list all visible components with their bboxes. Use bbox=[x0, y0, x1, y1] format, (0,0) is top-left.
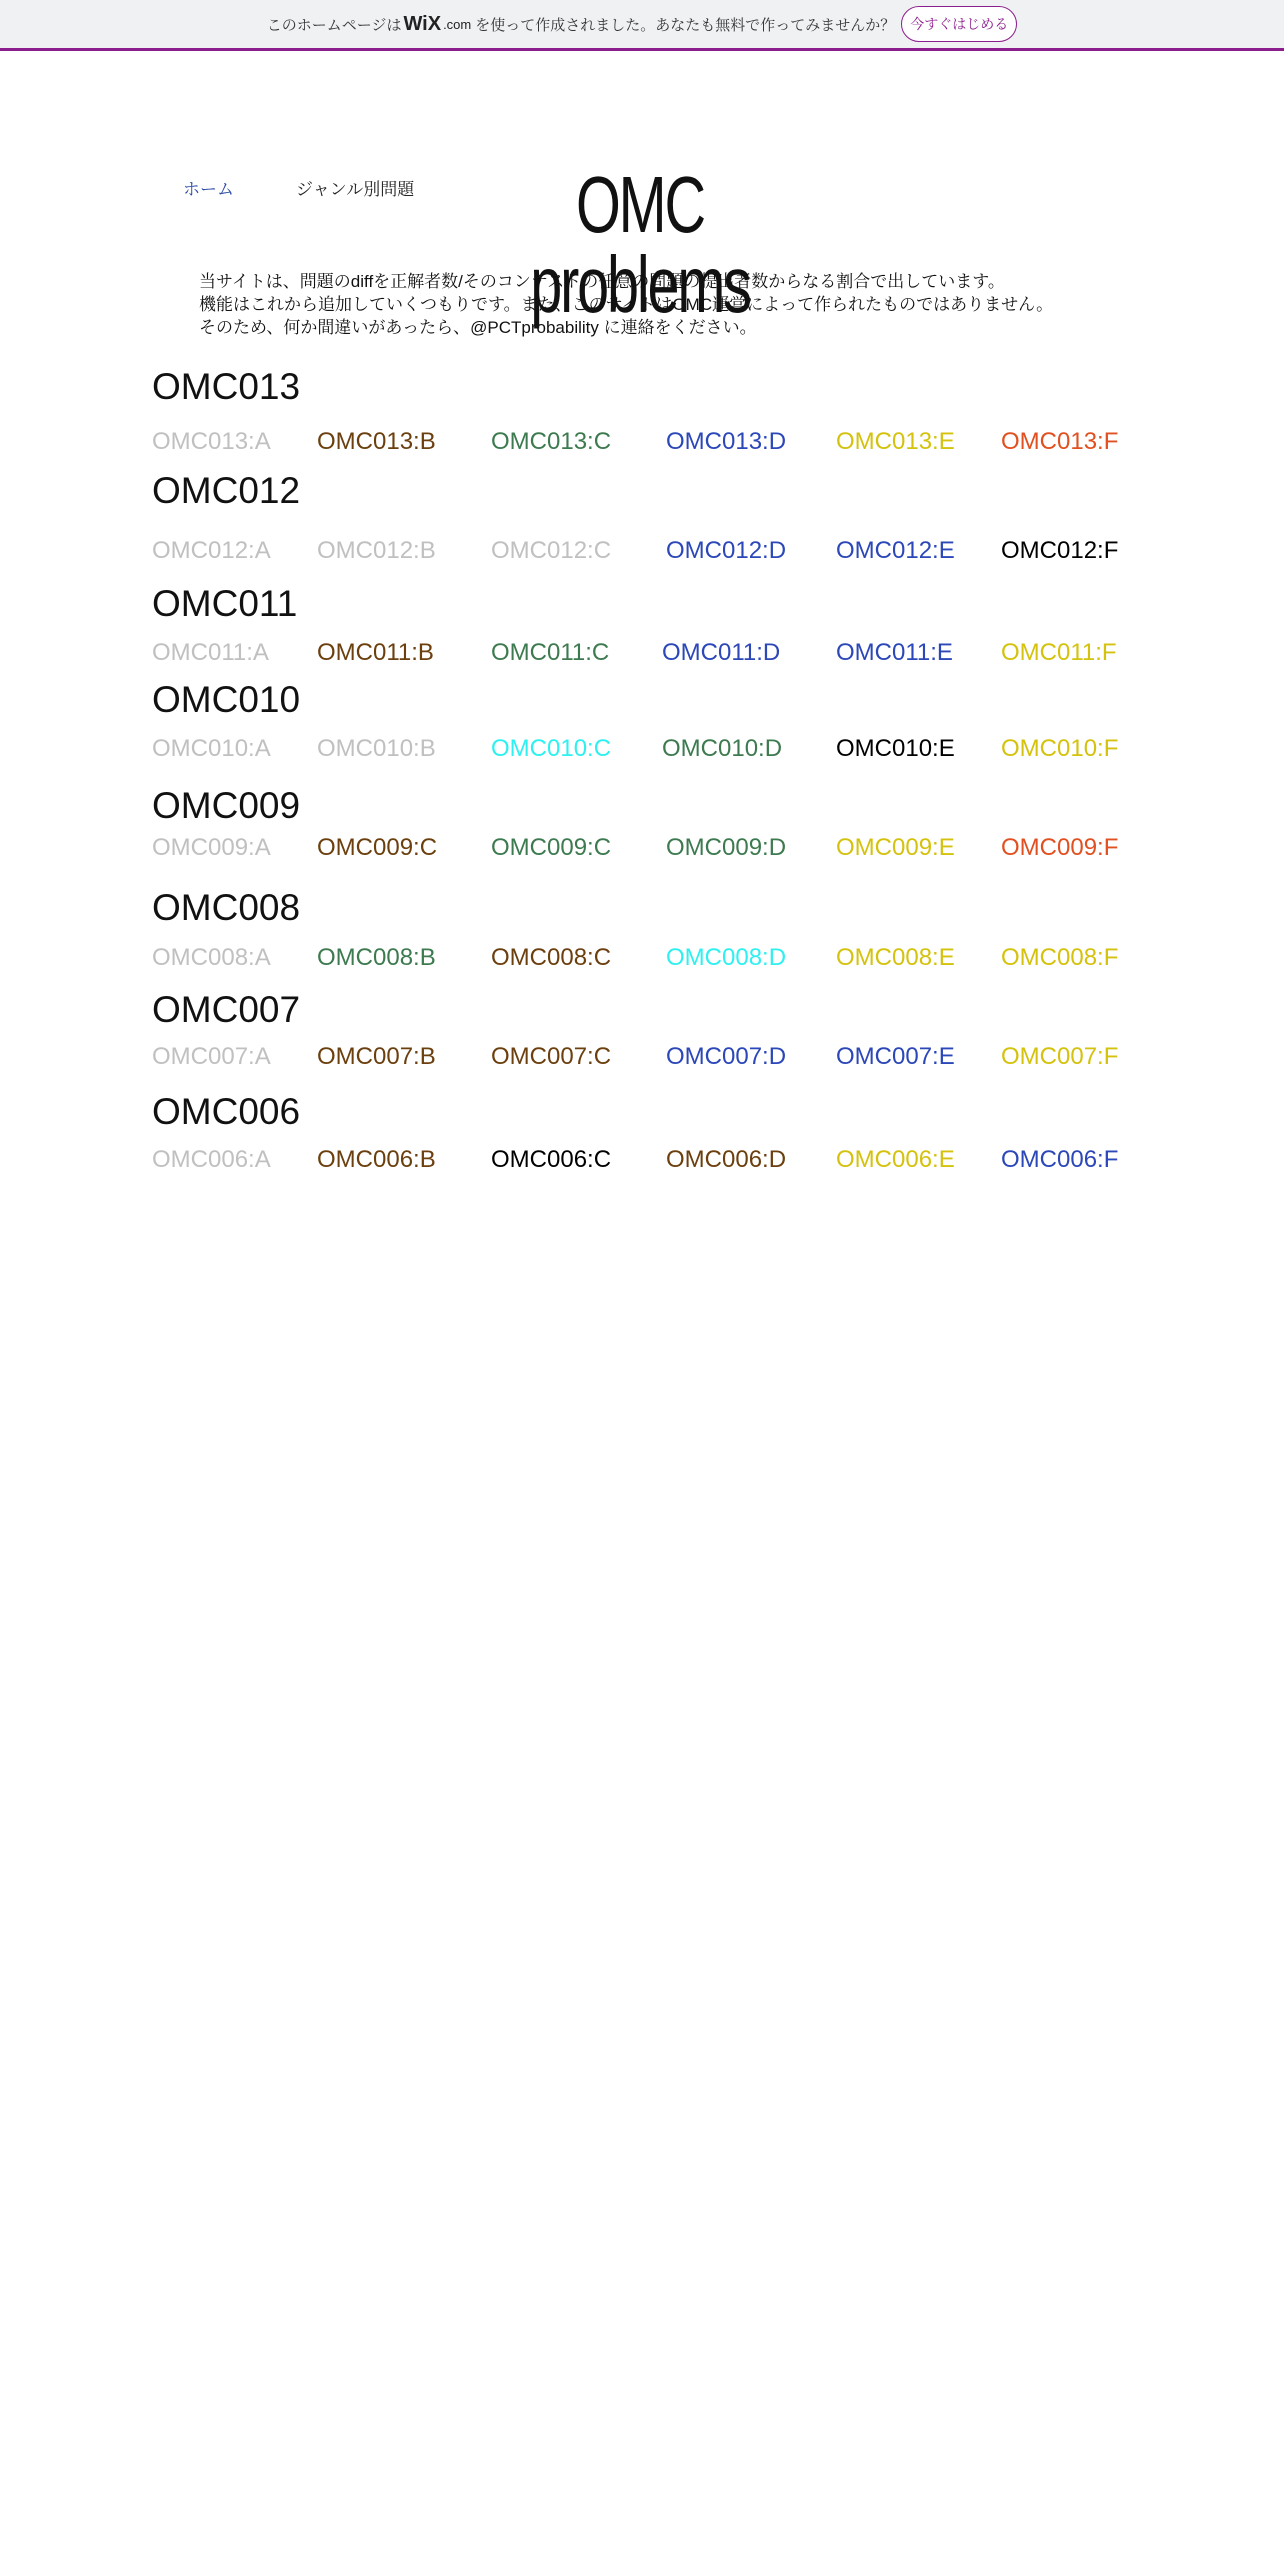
description-line: 当サイトは、問題のdiffを正解者数/そのコンテストの任意の問題の提出者数からなる割合で出しています。 bbox=[199, 272, 1005, 291]
problem-link[interactable]: OMC008:C bbox=[491, 944, 612, 971]
wix-logo[interactable]: WiX bbox=[403, 12, 442, 35]
problem-link[interactable]: OMC007:E bbox=[836, 1043, 955, 1070]
contest-heading: OMC010 bbox=[152, 679, 301, 720]
problem-link[interactable]: OMC006:A bbox=[152, 1146, 271, 1173]
problem-link[interactable]: OMC011:A bbox=[152, 639, 269, 666]
problem-link[interactable]: OMC011:C bbox=[491, 639, 610, 666]
problem-link[interactable]: OMC012:F bbox=[1001, 537, 1119, 564]
problem-link[interactable]: OMC010:C bbox=[491, 735, 612, 762]
contest-heading: OMC008 bbox=[152, 887, 301, 928]
problem-link[interactable]: OMC012:D bbox=[666, 537, 787, 564]
problem-link[interactable]: OMC007:B bbox=[317, 1043, 436, 1070]
problem-row bbox=[152, 944, 1152, 974]
problem-link[interactable]: OMC012:A bbox=[152, 537, 271, 564]
problem-row bbox=[152, 537, 1152, 567]
problem-link[interactable]: OMC007:D bbox=[666, 1043, 787, 1070]
problem-link[interactable]: OMC008:F bbox=[1001, 944, 1119, 971]
problem-link[interactable]: OMC009:C bbox=[317, 834, 438, 861]
problem-link[interactable]: OMC009:A bbox=[152, 834, 271, 861]
nav-genre-link[interactable]: ジャンル別問題 bbox=[296, 180, 415, 199]
problem-row bbox=[152, 428, 1152, 458]
problem-link[interactable]: OMC006:B bbox=[317, 1146, 436, 1173]
site-description bbox=[199, 270, 1053, 339]
problem-link[interactable]: OMC008:A bbox=[152, 944, 271, 971]
problem-link[interactable]: OMC013:A bbox=[152, 428, 271, 455]
problem-link[interactable]: OMC010:B bbox=[317, 735, 436, 762]
problem-row bbox=[152, 834, 1152, 864]
contest-heading: OMC009 bbox=[152, 785, 301, 826]
problem-link[interactable]: OMC006:D bbox=[666, 1146, 787, 1173]
problem-link[interactable]: OMC012:E bbox=[836, 537, 955, 564]
problem-link[interactable]: OMC010:A bbox=[152, 735, 271, 762]
problem-link[interactable]: OMC012:B bbox=[317, 537, 436, 564]
problem-link[interactable]: OMC006:F bbox=[1001, 1146, 1119, 1173]
nav-home-link[interactable]: ホーム bbox=[183, 180, 234, 199]
problem-link[interactable]: OMC010:E bbox=[836, 735, 955, 762]
contest-heading: OMC007 bbox=[152, 989, 301, 1030]
problem-row bbox=[152, 639, 1152, 669]
problem-link[interactable]: OMC011:B bbox=[317, 639, 434, 666]
problem-link[interactable]: OMC011:D bbox=[662, 639, 781, 666]
wix-banner-text-before: このホームページは bbox=[266, 16, 402, 34]
problem-link[interactable]: OMC009:E bbox=[836, 834, 955, 861]
problem-link[interactable]: OMC013:F bbox=[1001, 428, 1119, 455]
description-line: 機能はこれから追加していくつもりです。また、このサイトはOMC運営によって作られたものではありません。 bbox=[199, 295, 1054, 314]
contest-heading: OMC012 bbox=[152, 470, 301, 511]
problem-row bbox=[152, 1146, 1152, 1176]
problem-link[interactable]: OMC006:C bbox=[491, 1146, 612, 1173]
problem-link[interactable]: OMC008:E bbox=[836, 944, 955, 971]
contest-heading: OMC006 bbox=[152, 1091, 301, 1132]
description-line: そのため、何か間違いがあったら、@PCTprobability に連絡をください。 bbox=[199, 318, 757, 337]
wix-logo-suffix[interactable]: .com bbox=[443, 16, 472, 32]
contest-heading: OMC011 bbox=[152, 583, 298, 624]
problem-link[interactable]: OMC009:D bbox=[666, 834, 787, 861]
problem-link[interactable]: OMC013:B bbox=[317, 428, 436, 455]
wix-banner-text-after: を使って作成されました。あなたも無料で作ってみませんか？ bbox=[475, 16, 896, 34]
problem-link[interactable]: OMC007:F bbox=[1001, 1043, 1119, 1070]
problem-link[interactable]: OMC010:F bbox=[1001, 735, 1119, 762]
problem-link[interactable]: OMC008:B bbox=[317, 944, 436, 971]
problem-link[interactable]: OMC007:C bbox=[491, 1043, 612, 1070]
problem-link[interactable]: OMC008:D bbox=[666, 944, 787, 971]
problem-link[interactable]: OMC012:C bbox=[491, 537, 612, 564]
problem-link[interactable]: OMC011:E bbox=[836, 639, 953, 666]
problem-link[interactable]: OMC009:F bbox=[1001, 834, 1119, 861]
wix-start-now-button[interactable]: 今すぐはじめる bbox=[901, 6, 1017, 42]
contest-heading: OMC013 bbox=[152, 366, 301, 407]
problem-link[interactable]: OMC010:D bbox=[662, 735, 783, 762]
problem-row bbox=[152, 735, 1152, 765]
problem-link[interactable]: OMC013:C bbox=[491, 428, 612, 455]
wix-banner bbox=[0, 0, 1284, 51]
problem-row bbox=[152, 1043, 1152, 1073]
page-title: OMC problems bbox=[530, 160, 750, 329]
problem-link[interactable]: OMC013:E bbox=[836, 428, 955, 455]
problem-link[interactable]: OMC006:E bbox=[836, 1146, 955, 1173]
problem-link[interactable]: OMC007:A bbox=[152, 1043, 271, 1070]
problem-link[interactable]: OMC011:F bbox=[1001, 639, 1117, 666]
problem-link[interactable]: OMC009:C bbox=[491, 834, 612, 861]
problem-link[interactable]: OMC013:D bbox=[666, 428, 787, 455]
